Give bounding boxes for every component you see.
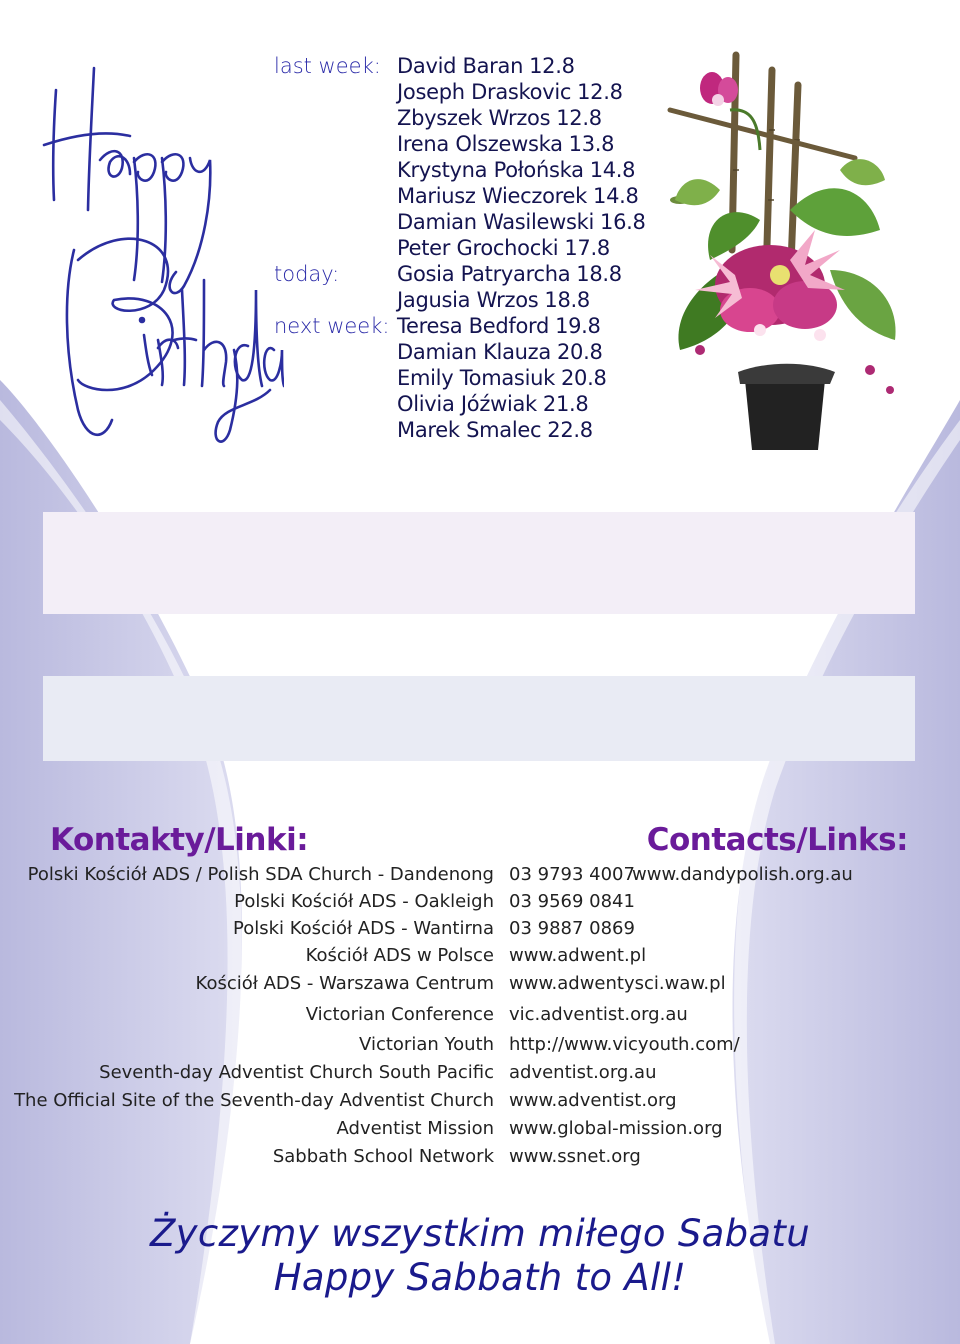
next-week-label: next week: (274, 314, 390, 338)
list-item: Damian Klauza 20.8 (397, 340, 603, 364)
contact-link[interactable]: www.adventist.org (509, 1090, 677, 1111)
contact-link[interactable]: www.global-mission.org (509, 1118, 723, 1139)
closing-line-en: Happy Sabbath to All! (273, 1256, 687, 1299)
bulletin-section (43, 676, 915, 761)
contact-link[interactable]: www.ssnet.org (509, 1146, 641, 1167)
closing-line-pl: Życzymy wszystkim miłego Sabatu (150, 1212, 810, 1255)
list-item: Jagusia Wrzos 18.8 (397, 288, 590, 312)
list-item: Krystyna Połońska 14.8 (397, 158, 636, 182)
contact-name: Victorian Youth (359, 1034, 494, 1055)
contact-link[interactable]: www.adwentysci.waw.pl (509, 973, 726, 994)
contact-phone: 03 9569 0841 (509, 891, 635, 912)
list-item: Gosia Patryarcha 18.8 (397, 262, 622, 286)
contact-phone: 03 9793 4007 (509, 864, 635, 885)
contact-link[interactable]: www.adwent.pl (509, 945, 647, 966)
contact-name: Victorian Conference (305, 1004, 494, 1025)
flower-arrangement-image (640, 50, 920, 460)
contact-link[interactable]: adventist.org.au (509, 1062, 657, 1083)
contact-phone: 03 9887 0869 (509, 918, 635, 939)
contact-name: Adventist Mission (336, 1118, 494, 1139)
list-item: Marek Smalec 22.8 (397, 418, 593, 442)
contact-name: Polski Kościół ADS / Polish SDA Church - Dandenong (27, 864, 494, 885)
list-item: Joseph Draskovic 12.8 (397, 80, 623, 104)
services-section (43, 512, 915, 614)
contact-name: Kościół ADS - Warszawa Centrum (195, 973, 494, 994)
list-item: David Baran 12.8 (397, 54, 575, 78)
last-week-label: last week: (274, 54, 381, 78)
list-item: Emily Tomasiuk 20.8 (397, 366, 607, 390)
contact-name: Seventh-day Adventist Church South Pacific (99, 1062, 494, 1083)
contacts-heading-pl: Kontakty/Linki: (50, 822, 309, 858)
contact-name: Polski Kościół ADS - Wantirna (233, 918, 494, 939)
contact-link[interactable]: http://www.vicyouth.com/ (509, 1034, 740, 1055)
contact-name: The Official Site of the Seventh-day Adventist Church (14, 1090, 494, 1111)
contact-link[interactable]: vic.adventist.org.au (509, 1004, 688, 1025)
list-item: Zbyszek Wrzos 12.8 (397, 106, 602, 130)
list-item: Peter Grochocki 17.8 (397, 236, 610, 260)
contact-link[interactable]: www.dandypolish.org.au (632, 864, 853, 885)
today-label: today: (274, 262, 340, 286)
contact-name: Kościół ADS w Polsce (305, 945, 494, 966)
list-item: Mariusz Wieczorek 14.8 (397, 184, 639, 208)
contact-name: Sabbath School Network (272, 1146, 494, 1167)
list-item: Olivia Jóźwiak 21.8 (397, 392, 589, 416)
contact-name: Polski Kościół ADS - Oakleigh (234, 891, 494, 912)
list-item: Damian Wasilewski 16.8 (397, 210, 646, 234)
contacts-heading-en: Contacts/Links: (646, 822, 908, 858)
happy-birthday-script (34, 50, 284, 450)
list-item: Teresa Bedford 19.8 (397, 314, 601, 338)
list-item: Irena Olszewska 13.8 (397, 132, 615, 156)
